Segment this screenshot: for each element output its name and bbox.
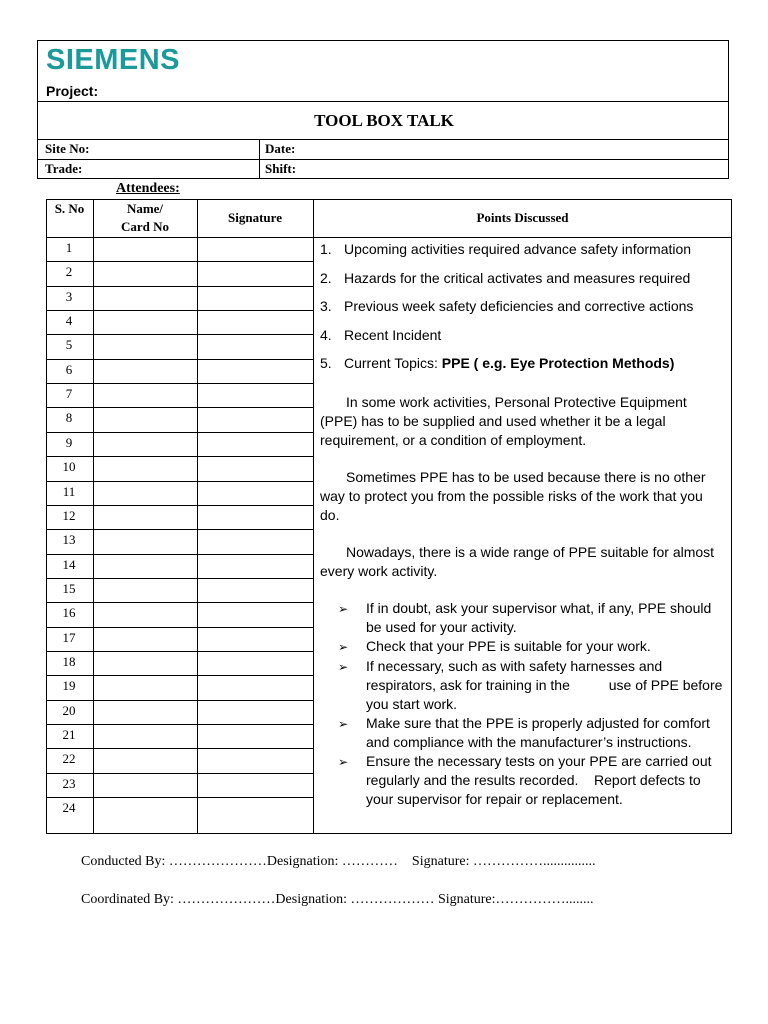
signature-cell[interactable] (198, 555, 312, 577)
row-number: 24 (62, 800, 76, 816)
name-card-cell[interactable] (94, 628, 196, 650)
name-card-cell[interactable] (94, 749, 196, 771)
name-card-cell[interactable] (94, 360, 196, 382)
signature-cell[interactable] (198, 335, 312, 357)
signature-cell[interactable] (198, 287, 312, 309)
row-number: 21 (62, 727, 76, 742)
name-card-cell[interactable] (94, 774, 196, 796)
date-label: Date: (265, 141, 296, 156)
signature-cell[interactable] (198, 530, 312, 552)
row-number: 11 (62, 483, 76, 499)
guidance-item: ➢ If necessary, such as with safety harnesses and respirators, ask for training in the use of PPE before you start work. (320, 657, 726, 714)
row-number: 22 (62, 751, 76, 767)
row-number: 5 (65, 337, 73, 353)
arrow-bullet-icon: ➢ (337, 602, 349, 616)
divider (37, 139, 729, 140)
row-number: 9 (65, 434, 73, 450)
signature-cell[interactable] (198, 238, 312, 260)
col-header-signature: Signature (228, 210, 282, 225)
arrow-bullet-icon: ➢ (337, 640, 349, 654)
signature-cell[interactable] (198, 774, 312, 796)
name-card-cell[interactable] (94, 725, 196, 747)
shift-label: Shift: (265, 161, 297, 176)
name-card-cell[interactable] (94, 603, 196, 625)
guidance-item: ➢ Make sure that the PPE is properly adjusted for comfort and compliance with the manufacturer’s instructions. (320, 714, 726, 752)
row-number: 15 (62, 580, 76, 596)
row-number: 12 (62, 507, 76, 523)
row-number: 6 (65, 361, 73, 377)
signature-cell[interactable] (198, 506, 312, 528)
name-card-cell[interactable] (94, 676, 196, 698)
guidance-item: ➢ If in doubt, ask your supervisor what, if any, PPE should be used for your activity. (320, 599, 726, 637)
row-number: 14 (62, 556, 76, 572)
signature-cell[interactable] (198, 798, 312, 820)
row-number: 7 (65, 386, 73, 402)
project-label: Project: (46, 83, 99, 99)
row-number: 17 (62, 629, 76, 645)
name-card-cell[interactable] (94, 701, 196, 723)
name-card-cell[interactable] (94, 335, 196, 357)
name-card-cell[interactable] (94, 287, 196, 309)
name-card-cell[interactable] (94, 579, 196, 601)
arrow-bullet-icon: ➢ (337, 660, 349, 674)
agenda-item: 2. Hazards for the critical activates and measures required (320, 269, 691, 286)
ppe-paragraph-2: Sometimes PPE has to be used because there is no other way to protect you from the possible risks of the work that you do. (320, 469, 706, 523)
ppe-paragraph-3: Nowadays, there is a wide range of PPE suitable for almost every work activity. (320, 544, 715, 579)
agenda-list (320, 240, 726, 373)
signature-cell[interactable] (198, 482, 312, 504)
name-card-cell[interactable] (94, 408, 196, 430)
name-card-cell[interactable] (94, 457, 196, 479)
name-card-cell[interactable] (94, 555, 196, 577)
divider (37, 159, 729, 160)
col-header-name: Name/ Card No (120, 201, 170, 234)
row-number: 13 (62, 532, 76, 548)
row-number: 23 (62, 775, 76, 791)
name-card-cell[interactable] (94, 482, 196, 504)
signature-cell[interactable] (198, 262, 312, 284)
agenda-item: 1. Upcoming activities required advance safety information (320, 241, 692, 257)
name-card-cell[interactable] (94, 798, 196, 820)
coordinated-by-line: Coordinated By: …………………Designation: ……………… Signature:……………........ (81, 892, 594, 907)
name-card-cell[interactable] (94, 238, 196, 260)
divider (259, 139, 260, 179)
ppe-guidance-list (320, 599, 726, 809)
signature-cell[interactable] (198, 384, 312, 406)
row-number: 18 (62, 653, 76, 669)
siemens-logo: SIEMENS (46, 44, 181, 76)
col-header-points: Points Discussed (476, 210, 569, 225)
page-title: TOOL BOX TALK (314, 111, 454, 130)
row-number: 3 (65, 288, 73, 304)
trade-label: Trade: (45, 161, 83, 176)
conducted-by-line: Conducted By: …………………Designation: ………… Signature: ……………............... (81, 854, 596, 869)
name-card-cell[interactable] (94, 530, 196, 552)
attendees-label: Attendees: (116, 181, 180, 196)
signature-cell[interactable] (198, 311, 312, 333)
signature-cell[interactable] (198, 749, 312, 771)
agenda-item-current-topics: 5. Current Topics: PPE ( e.g. Eye Protection Methods) (320, 355, 675, 371)
agenda-item: 4. Recent Incident (320, 326, 442, 343)
signature-cell[interactable] (198, 360, 312, 382)
row-number: 1 (65, 240, 73, 255)
signature-cell[interactable] (198, 579, 312, 601)
guidance-item: ➢ Ensure the necessary tests on your PPE are carried out regularly and the results recorded. Report defects to your supervisor for repair or replacement. (320, 752, 726, 809)
guidance-item: ➢ Check that your PPE is suitable for your work. (320, 637, 726, 657)
arrow-bullet-icon: ➢ (337, 755, 349, 769)
site-no-label: Site No: (45, 141, 90, 156)
name-card-cell[interactable] (94, 384, 196, 406)
row-number: 8 (65, 410, 73, 426)
name-card-cell[interactable] (94, 262, 196, 284)
signature-cell[interactable] (198, 701, 312, 723)
ppe-paragraph-1: In some work activities, Personal Protective Equipment (PPE) has to be supplied and used whether it be a legal requirement, or a condition of employment. (320, 394, 687, 448)
signature-cell[interactable] (198, 408, 312, 430)
row-number: 19 (62, 678, 76, 694)
points-discussed (320, 240, 726, 809)
divider (37, 101, 729, 102)
column-divider (313, 199, 314, 834)
row-number: 20 (62, 702, 76, 718)
signature-cell[interactable] (198, 652, 312, 674)
name-card-cell[interactable] (94, 433, 196, 455)
signature-cell[interactable] (198, 457, 312, 479)
name-card-cell[interactable] (94, 652, 196, 674)
row-number: 2 (65, 264, 73, 280)
signature-cell[interactable] (198, 676, 312, 698)
signature-cell[interactable] (198, 725, 312, 747)
row-number: 4 (65, 313, 73, 329)
signature-cell[interactable] (198, 603, 312, 625)
arrow-bullet-icon: ➢ (337, 717, 349, 731)
signature-cell[interactable] (198, 433, 312, 455)
row-number: 16 (62, 605, 76, 621)
name-card-cell[interactable] (94, 311, 196, 333)
name-card-cell[interactable] (94, 506, 196, 528)
signature-cell[interactable] (198, 628, 312, 650)
row-number: 10 (62, 459, 76, 475)
agenda-item: 3. Previous week safety deficiencies and corrective actions (320, 298, 694, 314)
col-header-sno: S. No (54, 201, 85, 216)
